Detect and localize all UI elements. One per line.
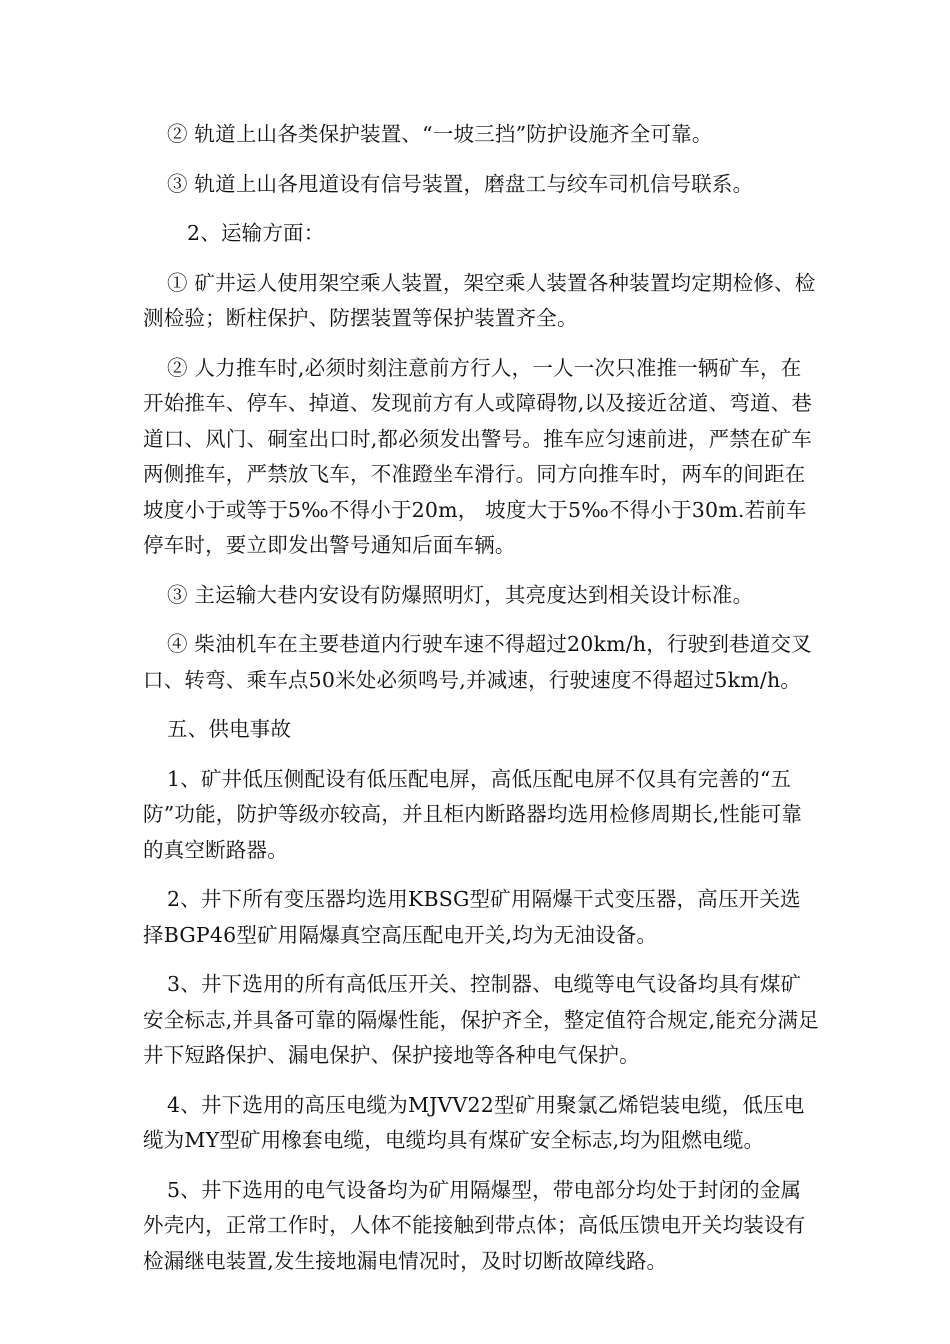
section-heading-power: 五、供电事故 bbox=[167, 717, 292, 741]
paragraph-power-5: 5、井下选用的电气设备均为矿用隔爆型，带电部分均处于封闭的金属外壳内，正常工作时，人体不能接触到带点体；高低压馈电开关均装设有检漏继电装置,发生接地漏电情况时，及时切断故障线路。 bbox=[143, 1177, 806, 1273]
paragraph-power-4: 4、井下选用的高压电缆为MJVV22型矿用聚氯乙烯铠装电缆，低压电缆为MY型矿用橡套电缆，电缆均具有煤矿安全标志,均为阻燃电缆。 bbox=[143, 1092, 805, 1152]
paragraph-transport-4: ④ 柴油机车在主要巷道内行驶车速不得超过20km/h，行驶到巷道交叉口、转弯、乘车点50米处必须鸣号,并减速，行驶速度不得超过5km/h。 bbox=[143, 632, 812, 692]
paragraph-transport-1: ① 矿井运人使用架空乘人装置，架空乘人装置各种装置均定期检修、检测检验；断柱保护、防摆装置等保护装置齐全。 bbox=[143, 270, 816, 330]
paragraph-transport-2: ② 人力推车时,必须时刻注意前方行人，一人一次只准推一辆矿车，在开始推车、停车、掉道、发现前方有人或障碍物,以及接近岔道、弯道、巷道口、风门、硐室出口时,都必须发出警号。推车应匀速前进，严禁在矿车两侧推车，严禁放飞车，不准蹬坐车滑行。同方向推车时，两车的间距在坡度小于或等于5‰不得小于20m， 坡度大于5‰不得小于30m.若前车停车时，要立即发出警号通知后面车辆。 bbox=[143, 355, 813, 557]
section-heading-transport: 2、运输方面： bbox=[187, 221, 325, 245]
paragraph-power-1: 1、矿井低压侧配设有低压配电屏，高低压配电屏不仅具有完善的“五防”功能，防护等级亦较高，并且柜内断路器均选用检修周期长,性能可靠的真空断路器。 bbox=[143, 766, 803, 862]
document-body bbox=[143, 117, 819, 1293]
paragraph-power-3: 3、井下选用的所有高低压开关、控制器、电缆等电气设备均具有煤矿安全标志,并具备可靠的隔爆性能，保护齐全，整定值符合规定,能充分满足井下短路保护、漏电保护、保护接地等各种电气保护。 bbox=[143, 972, 819, 1067]
paragraph-rail-protection: ② 轨道上山各类保护装置、“一坡三挡”防护设施齐全可靠。 bbox=[167, 122, 713, 146]
paragraph-rail-signal: ③ 轨道上山各甩道设有信号装置，磨盘工与绞车司机信号联系。 bbox=[167, 171, 754, 196]
paragraph-power-2: 2、井下所有变压器均选用KBSG型矿用隔爆干式变压器，高压开关选择BGP46型矿用隔爆真空高压配电开关,均为无油设备。 bbox=[143, 887, 801, 947]
paragraph-transport-3: ③ 主运输大巷内安设有防爆照明灯，其亮度达到相关设计标准。 bbox=[167, 582, 754, 607]
